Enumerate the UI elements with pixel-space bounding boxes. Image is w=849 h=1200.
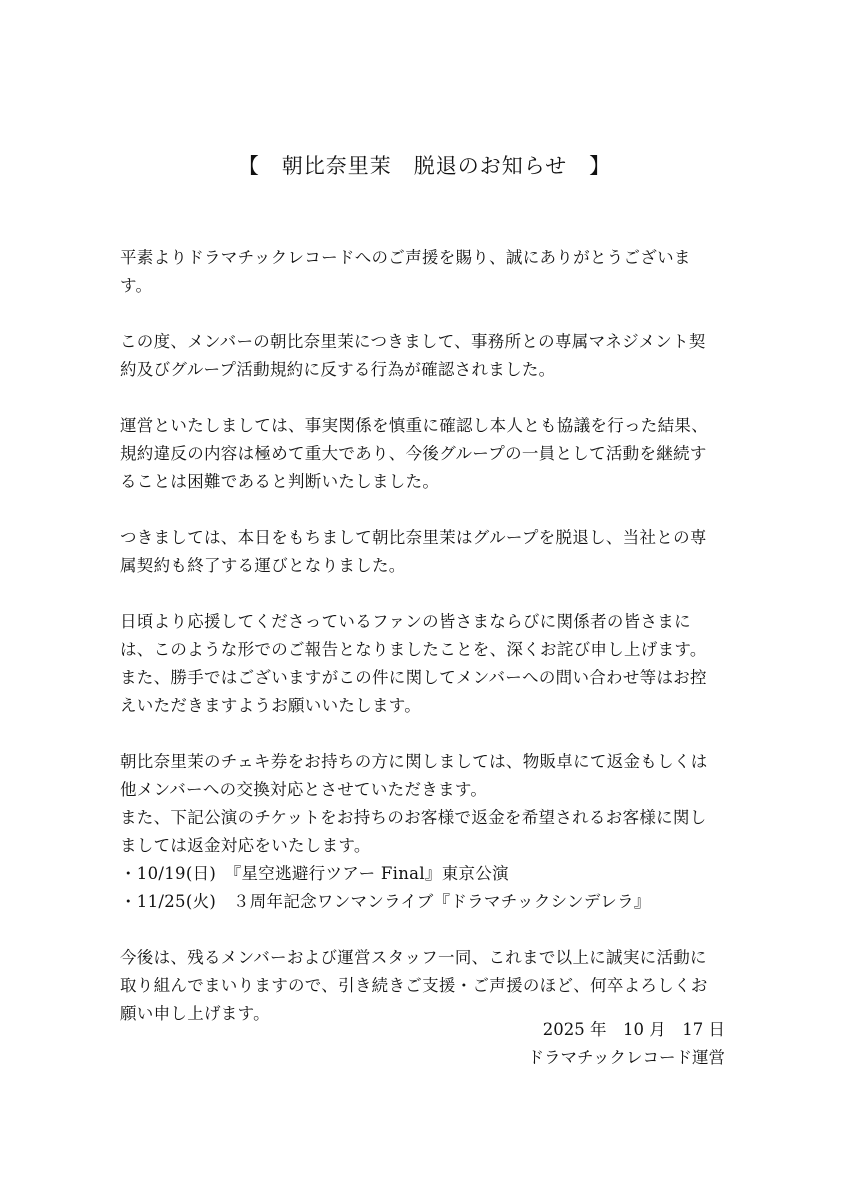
- paragraph-refund: [120, 748, 730, 916]
- performance-item: ・11/25(火) ３周年記念ワンマンライブ『ドラマチックシンデレラ』: [120, 892, 651, 911]
- paragraph-apology: [120, 608, 730, 720]
- text-line: 願い申し上げます。: [120, 1004, 270, 1023]
- text-line: 日頃より応援してくださっているファンの皆さまならびに関係者の皆さまに: [120, 612, 691, 631]
- text-line: 平素よりドラマチックレコードへのご声援を賜り、誠にありがとうございま: [120, 248, 691, 267]
- text-line: この度、メンバーの朝比奈里茉につきまして、事務所との専属マネジメント契: [120, 332, 706, 351]
- text-line: 運営といたしましては、事実関係を慎重に確認し本人とも協議を行った結果、: [120, 416, 708, 435]
- text-line: 規約違反の内容は極めて重大であり、今後グループの一員として活動を継続す: [120, 444, 707, 463]
- text-line: えいただきますようお願いいたします。: [120, 696, 422, 715]
- text-line: また、勝手ではございますがこの件に関してメンバーへの問い合わせ等はお控: [120, 668, 707, 687]
- signature-date: 2025 年 10 月 17 日: [542, 1020, 725, 1039]
- text-line: つきましては、本日をもちまして朝比奈里茉はグループを脱退し、当社との専: [120, 528, 707, 547]
- text-line: 取り組んでまいりますので、引き続きご支援・ご声援のほど、何卒よろしくお: [120, 976, 708, 995]
- text-line: 属契約も終了する運びとなりました。: [120, 556, 406, 575]
- paragraph-withdrawal: [120, 524, 730, 580]
- performance-item: ・10/19(日) 『星空逃避行ツアー Final』東京公演: [120, 864, 509, 883]
- text-line: は、このような形でのご報告となりましたことを、深くお詫び申し上げます。: [120, 640, 707, 659]
- paragraph-violation: [120, 328, 730, 384]
- text-line: 約及びグループ活動規約に反する行為が確認されました。: [120, 360, 556, 379]
- text-line: ましては返金対応をいたします。: [120, 836, 371, 855]
- text-line: 朝比奈里茉のチェキ券をお持ちの方に関しましては、物販卓にて返金もしくは: [120, 752, 708, 771]
- text-line: ることは困難であると判断いたしました。: [120, 472, 440, 491]
- signature-org: ドラマチックレコード運営: [527, 1048, 725, 1067]
- text-line: また、下記公演のチケットをお持ちのお客様で返金を希望されるお客様に関し: [120, 808, 707, 827]
- text-line: す。: [120, 276, 153, 295]
- signature-block: [527, 1016, 725, 1072]
- notice-title: 【 朝比奈里茉 脱退のお知らせ 】: [237, 154, 612, 178]
- paragraph-greeting: [120, 244, 730, 300]
- paragraph-decision: [120, 412, 730, 496]
- text-line: 他メンバーへの交換対応とさせていただきます。: [120, 780, 488, 799]
- text-line: 今後は、残るメンバーおよび運営スタッフ一同、これまで以上に誠実に活動に: [120, 948, 707, 967]
- notice-body: [120, 244, 730, 1056]
